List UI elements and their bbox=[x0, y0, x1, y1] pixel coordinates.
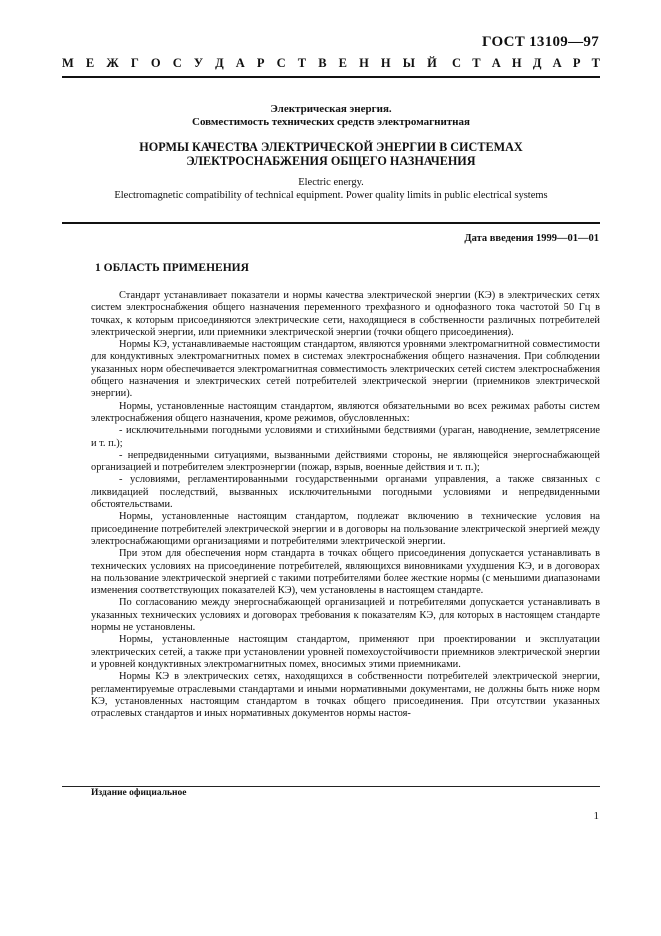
standard-word: С Т А Н Д А Р Т bbox=[452, 56, 600, 70]
paragraph: Нормы, установленные настоящим стандартом, являются обязательными во всех режимах работы систем электроснабжения общего назначения, кроме режимов, обусловленных: bbox=[91, 400, 600, 424]
paragraph: Нормы, установленные настоящим стандартом, применяют при проектировании и эксплуатации электрических сетей, а также при установлении уровней помехоустойчивости приемников электрической энергии и уровней кондуктивных электромагнитных помех, вносимых этими приемниками. bbox=[91, 634, 600, 670]
paragraph: Нормы КЭ в электрических сетях, находящихся в собственности потребителей электрической энергии, регламентируемые отраслевыми стандартами и иными нормативными документами, не должны быть ниже норм КЭ, установленных настоящим стандартом в точках общего присоединения. При отсутствии указанных отраслевых стандартов и иных нормативных документов нормы настоя- bbox=[91, 671, 600, 720]
header-rule bbox=[62, 76, 600, 78]
title-rule bbox=[62, 222, 600, 224]
ru-subtitle: Электрическая энергия. Совместимость технических средств электромагнитная bbox=[192, 103, 470, 128]
ru-title: НОРМЫ КАЧЕСТВА ЭЛЕКТРИЧЕСКОЙ ЭНЕРГИИ В СИСТЕМАХ ЭЛЕКТРОСНАБЖЕНИЯ ОБЩЕГО НАЗНАЧЕНИЯ bbox=[139, 140, 523, 168]
paragraph: Нормы, установленные настоящим стандартом, подлежат включению в технические условия на присоединение потребителей электрической энергии и в договоры на пользование электрической энергией между электроснабжающими организациями и потребителями электрической энергии. bbox=[91, 511, 600, 547]
en-title: Electric energy. Electromagnetic compatibility of technical equipment. Power quality limits in public electrical systems bbox=[114, 177, 548, 201]
footer-rule bbox=[62, 786, 600, 787]
interstate-word: М Е Ж Г О С У Д А Р С Т В Е Н Н Ы Й bbox=[62, 56, 437, 70]
paragraph: По согласованию между энергоснабжающей организацией и потребителями допускается устанавливать в указанных технических условиях и договорах требования к показателям КЭ, для которых в настоящем стандарте нормы не установлены. bbox=[91, 597, 600, 634]
page-number: 1 bbox=[593, 810, 599, 822]
gost-code: ГОСТ 13109—97 bbox=[481, 34, 599, 50]
paragraph: Нормы КЭ, устанавливаемые настоящим стандартом, являются уровнями электромагнитной совместимости для кондуктивных электромагнитных помех в системах электроснабжения общего назначения. При соблюдении указанных норм обеспечивается электромагнитная совместимость электрических сетей систем электроснабжения общего назначения и электрических сетей потребителей электрической энергии (приемников электрической энергии). bbox=[91, 339, 600, 400]
section-title: 1 ОБЛАСТЬ ПРИМЕНЕНИЯ bbox=[95, 262, 249, 274]
paragraph: - исключительными погодными условиями и стихийными бедствиями (ураган, наводнение, землетрясение и т. п.); bbox=[91, 425, 600, 449]
paragraph: - непредвиденными ситуациями, вызванными действиями стороны, не являющейся энергоснабжающей организацией и потребителем электроэнергии (пожар, взрыв, военные действия и т. п.); bbox=[91, 449, 600, 474]
paragraph: При этом для обеспечения норм стандарта в точках общего присоединения допускается устанавливать в технических условиях на присоединение потребителей, являющихся виновниками ухудшения КЭ, и в договорах на пользование электрической энергией с такими потребителями более жесткие нормы (с меньшими диапазонами изменения соответствующих показателей КЭ), чем установлены в настоящем стандарте. bbox=[91, 548, 600, 597]
date-of-introduction: Дата введения 1999—01—01 bbox=[464, 233, 599, 244]
section-body bbox=[91, 290, 600, 720]
interstate-standard-heading bbox=[62, 56, 600, 71]
paragraph: - условиями, регламентированными государственными органами управления, а также связанных с ликвидацией последствий, вызванных исключительными погодными условиями и непредвиденными обстоятельствами. bbox=[91, 474, 600, 511]
official-edition-label: Издание официальное bbox=[91, 788, 187, 798]
paragraph: Стандарт устанавливает показатели и нормы качества электрической энергии (КЭ) в электрических сетях систем электроснабжения общего назначения переменного трехфазного и однофазного тока частотой 50 Гц в точках, к которым присоединяются электрические сети, находящиеся в собственности различных потребителей электрической энергии, или приемники электрической энергии (точки общего присоединения). bbox=[91, 290, 600, 338]
